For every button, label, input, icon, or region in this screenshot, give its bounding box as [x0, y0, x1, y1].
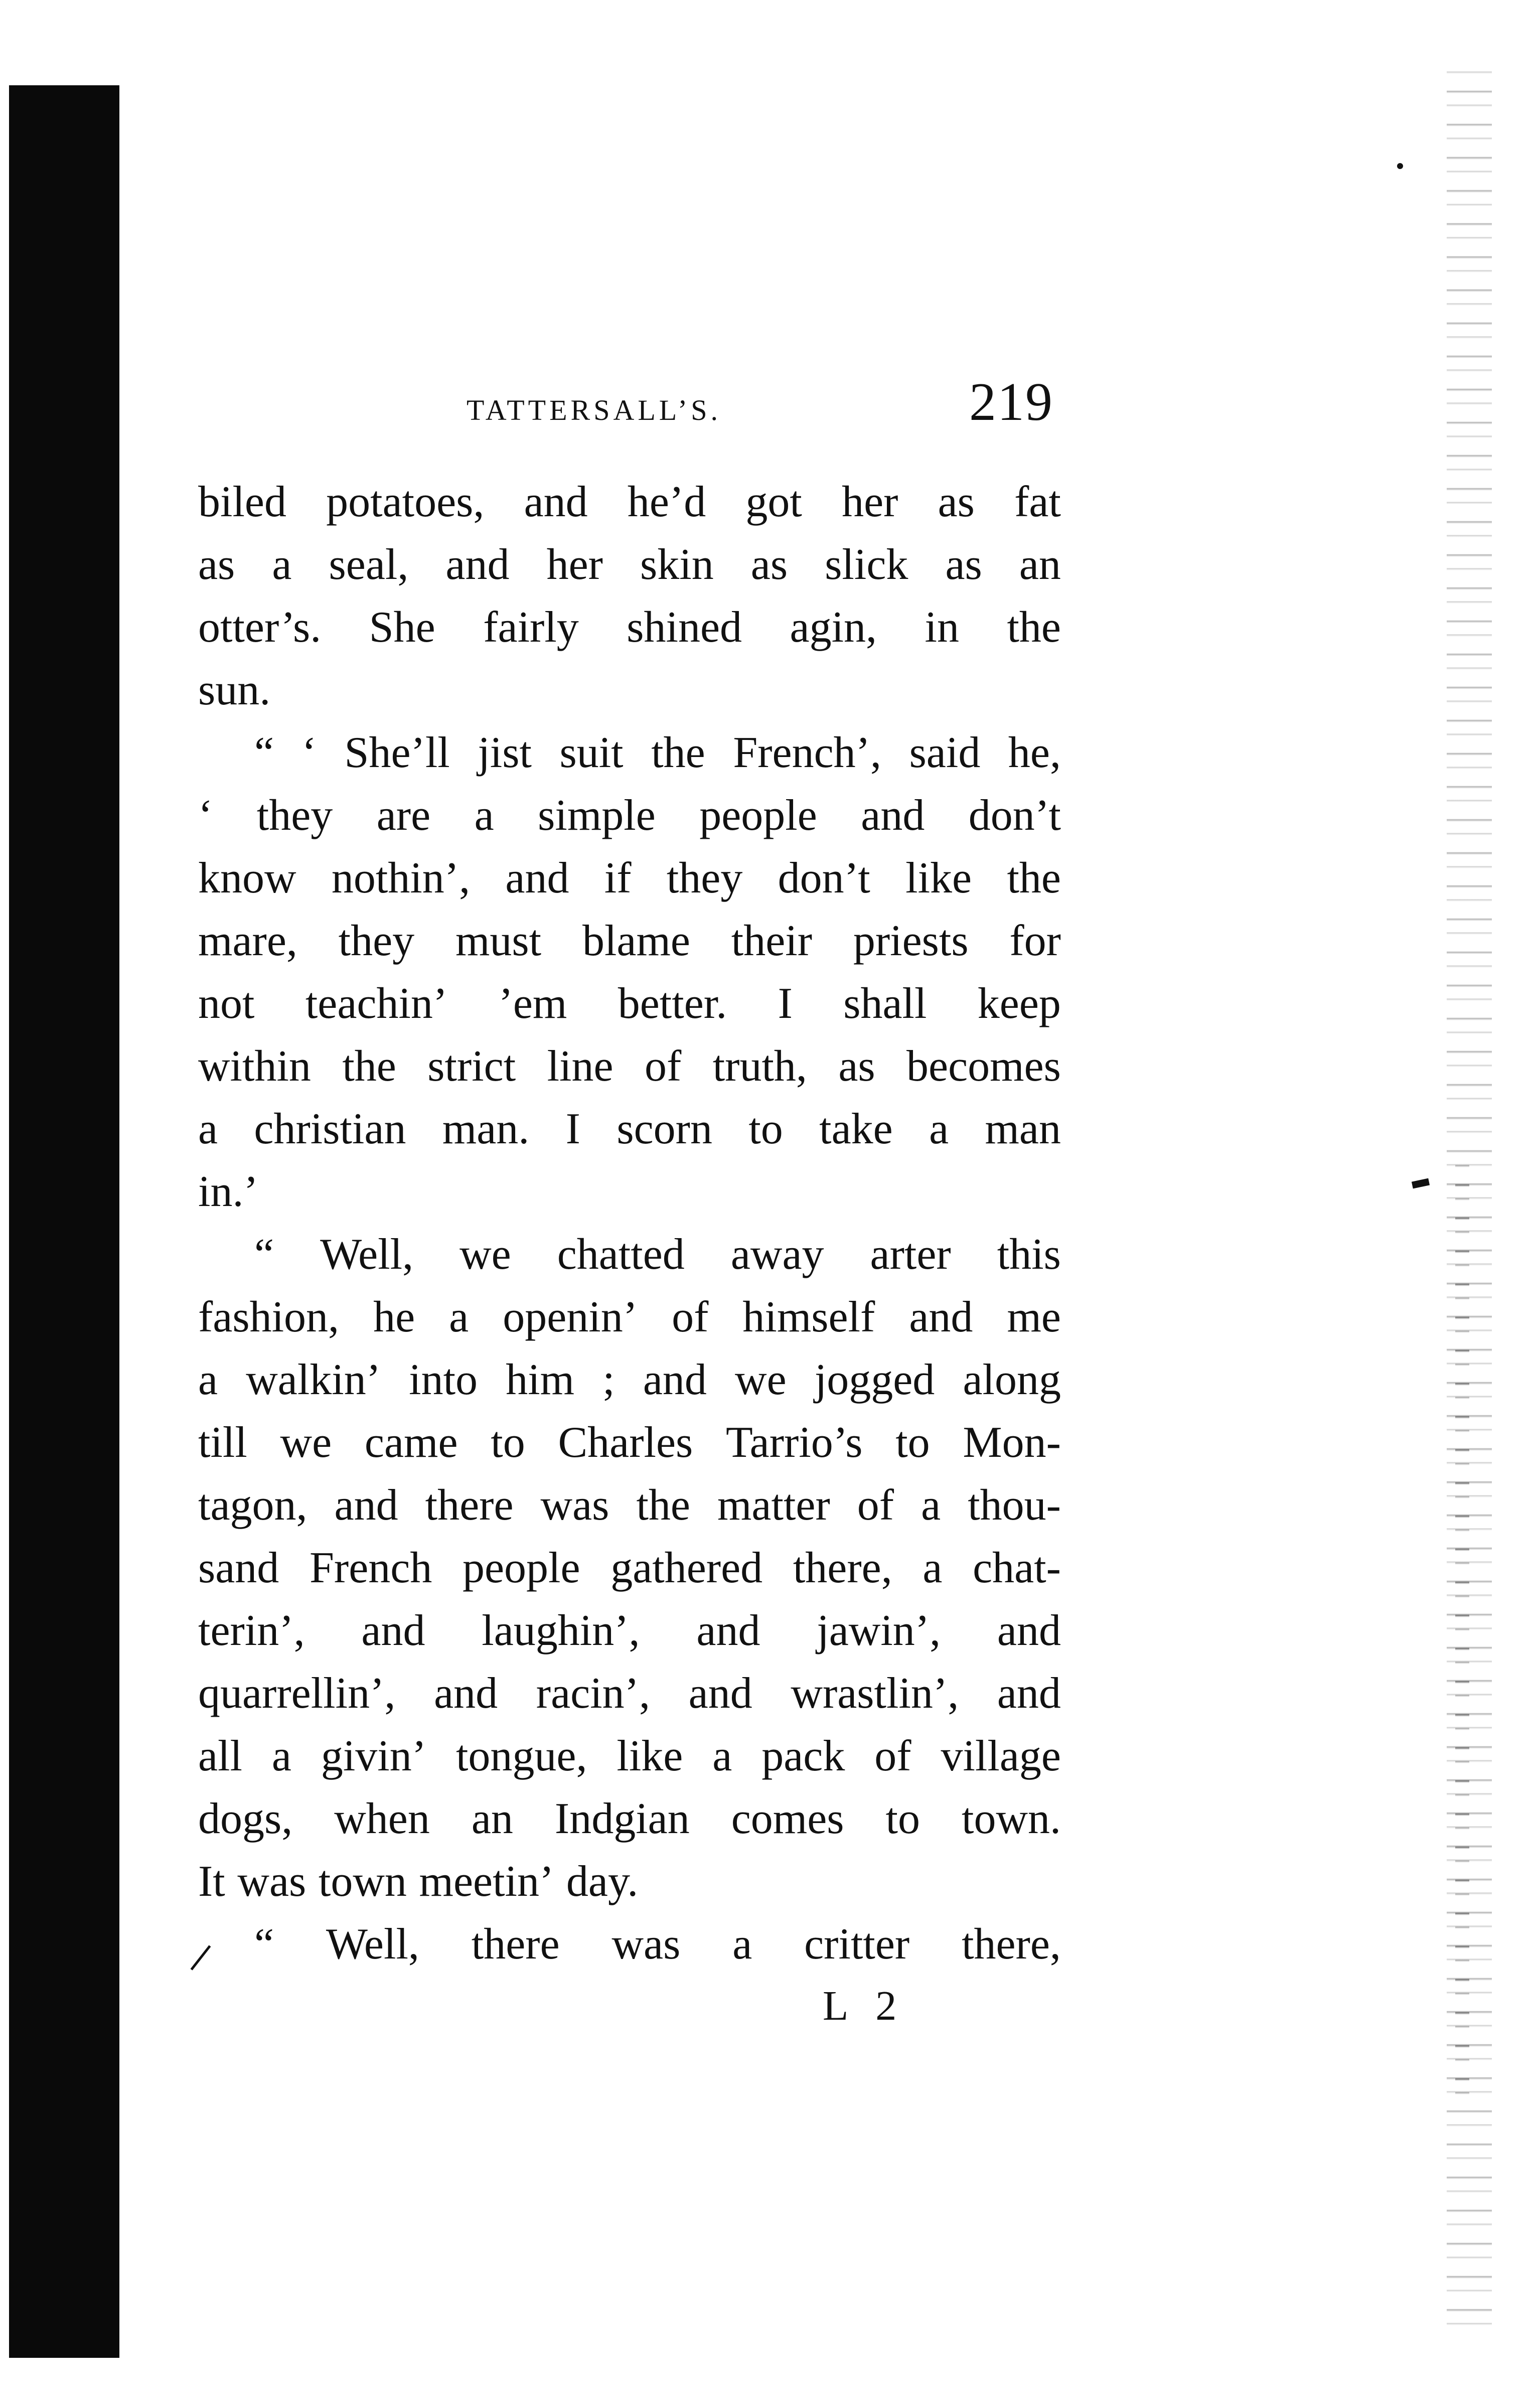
text-line: till we came to Charles Tarrio’s to Mon-: [198, 1418, 1061, 1467]
text-line: sand French people gathered there, a chat-: [198, 1544, 1061, 1592]
ink-speck: [1412, 1178, 1430, 1189]
running-head: TATTERSALL’S.: [467, 394, 721, 426]
page-number: 219: [969, 372, 1053, 432]
text-line: fashion, he a openin’ of himself and me: [198, 1293, 1061, 1341]
page-edge-artifacts: [1447, 60, 1492, 2328]
text-line: all a givin’ tongue, like a pack of village: [198, 1732, 1061, 1780]
text-line: in.’: [198, 1167, 258, 1216]
binding-shadow: [9, 85, 119, 2358]
text-line: sun.: [198, 666, 271, 714]
text-line: dogs, when an Indgian comes to town.: [198, 1794, 1061, 1843]
text-line: within the strict line of truth, as becomes: [198, 1042, 1061, 1091]
text-line: “ Well, there was a critter there,: [254, 1920, 1061, 1969]
text-line: ‘ they are a simple people and don’t: [198, 791, 1061, 840]
text-line: quarrellin’, and racin’, and wrastlin’, and: [198, 1669, 1061, 1718]
text-line: terin’, and laughin’, and jawin’, and: [198, 1606, 1061, 1655]
ink-speck: [1397, 163, 1403, 169]
page-header: [201, 371, 1053, 441]
text-line: tagon, and there was the matter of a thou-: [198, 1481, 1061, 1530]
text-line: otter’s. She fairly shined agin, in the: [198, 603, 1061, 652]
text-line: know nothin’, and if they don’t like the: [198, 854, 1061, 902]
page-edge-artifacts-dense: [1455, 1154, 1469, 2107]
text-line: It was town meetin’ day.: [198, 1857, 639, 1906]
text-line: a walkin’ into him ; and we jogged along: [198, 1356, 1061, 1404]
body-text: [198, 471, 1061, 1976]
text-line: mare, they must blame their priests for: [198, 917, 1061, 965]
text-line: as a seal, and her skin as slick as an: [198, 540, 1061, 589]
text-line: a christian man. I scorn to take a man: [198, 1105, 1061, 1153]
text-line: “ Well, we chatted away arter this: [254, 1230, 1061, 1279]
signature-mark: L 2: [823, 1983, 906, 2029]
text-line: not teachin’ ’em better. I shall keep: [198, 979, 1061, 1028]
text-line: “ ‘ She’ll jist suit the French’, said he,: [254, 728, 1061, 777]
text-line: biled potatoes, and he’d got her as fat: [198, 478, 1061, 526]
